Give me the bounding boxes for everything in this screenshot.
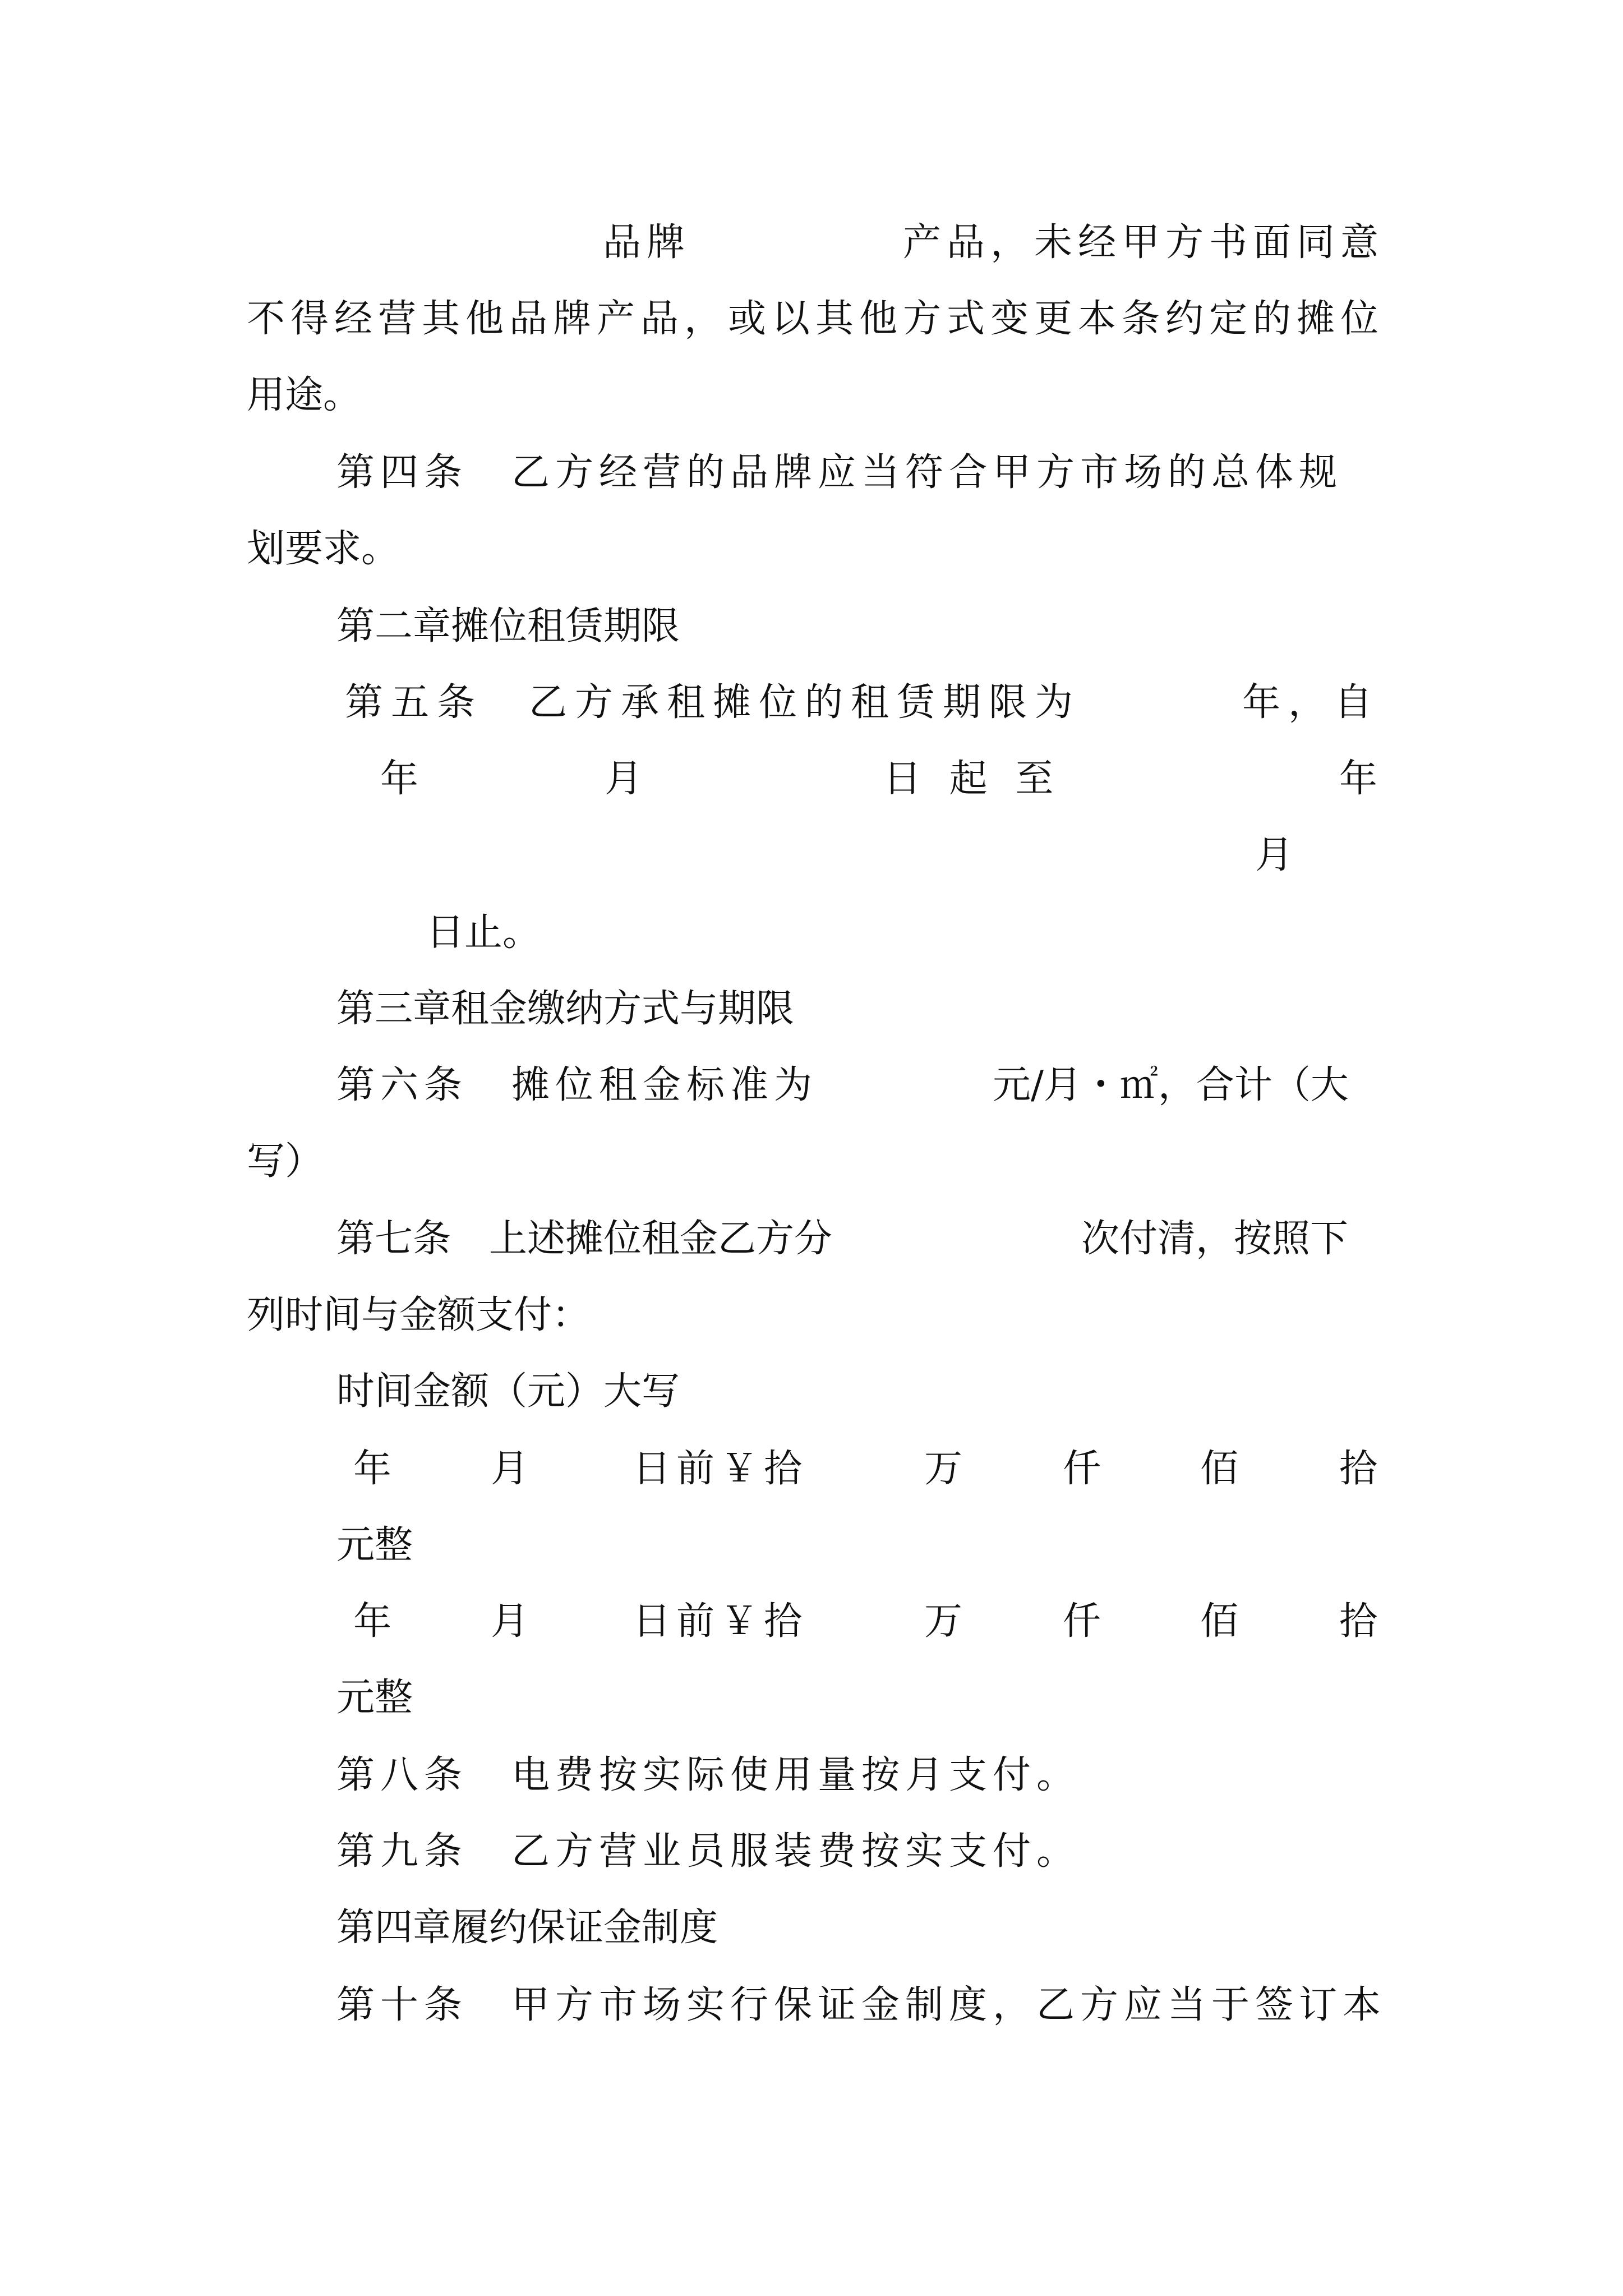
article-4-line-1: 第四条 乙方经营的品牌应当符合甲方市场的总体规 <box>336 450 1343 495</box>
start-day-label: 日 起 至 <box>883 757 1062 801</box>
article-5-years: 年，自 <box>1242 680 1381 725</box>
end-month-label: 月 <box>1255 833 1294 877</box>
article-5-text: 第五条 乙方承租摊位的租赁期限为 <box>345 680 1081 725</box>
article-6-text: 第六条 摊位租金标准为 <box>336 1063 818 1107</box>
chapter-3-heading: 第三章租金缴纳方式与期限 <box>336 987 795 1031</box>
brand-label: 品牌 <box>603 220 691 265</box>
payment-row-2-qian: 仟 <box>1063 1599 1101 1644</box>
payment-row-2-wan: 万 <box>924 1599 963 1644</box>
payment-row-1-year: 年 <box>353 1447 392 1491</box>
payment-row-1-end: 元整 <box>336 1523 413 1567</box>
payment-row-1-month: 月 <box>491 1447 529 1491</box>
article-10-line-1: 第十条 甲方市场实行保证金制度，乙方应当于签订本 <box>336 1983 1387 2027</box>
payment-table-header: 时间金额（元）大写 <box>336 1369 680 1414</box>
payment-row-2-year: 年 <box>353 1599 392 1644</box>
payment-row-1-wan: 万 <box>924 1447 963 1491</box>
rent-unit-clause: 元/月・㎡，合计（大 <box>993 1063 1349 1107</box>
payment-row-2-month: 月 <box>491 1599 529 1644</box>
payment-row-2-end: 元整 <box>336 1676 413 1720</box>
article-9: 第九条 乙方营业员服装费按实支付。 <box>336 1829 1081 1874</box>
clause-line: 用途。 <box>247 373 362 417</box>
article-6-line-2: 写） <box>247 1139 324 1184</box>
article-4-line-2: 划要求。 <box>247 527 400 571</box>
clause-line: 不得经营其他品牌产品，或以其他方式变更本条约定的摊位 <box>247 297 1385 341</box>
payment-row-1-shi: 拾 <box>1339 1447 1378 1491</box>
chapter-4-heading: 第四章履约保证金制度 <box>336 1906 718 1950</box>
end-day-label: 日止。 <box>426 910 541 955</box>
payment-row-2-bai: 佰 <box>1200 1599 1239 1644</box>
payment-row-1-day: 日前￥拾 <box>633 1447 808 1491</box>
payment-row-2-day: 日前￥拾 <box>633 1599 808 1644</box>
article-7-text: 第七条 上述摊位租金乙方分 <box>336 1217 833 1261</box>
payment-row-1-bai: 佰 <box>1200 1447 1239 1491</box>
start-month-label: 月 <box>605 757 643 801</box>
product-clause: 产品，未经甲方书面同意 <box>903 220 1385 265</box>
payment-row-1-qian: 仟 <box>1063 1447 1101 1491</box>
chapter-2-heading: 第二章摊位租赁期限 <box>336 604 680 648</box>
article-7-installments: 次付清，按照下 <box>1081 1217 1349 1261</box>
start-year-label: 年 <box>380 757 419 801</box>
end-year-label: 年 <box>1339 757 1378 801</box>
payment-row-2-shi: 拾 <box>1339 1599 1378 1644</box>
article-7-line-2: 列时间与金额支付： <box>247 1293 591 1337</box>
article-8: 第八条 电费按实际使用量按月支付。 <box>336 1753 1081 1797</box>
